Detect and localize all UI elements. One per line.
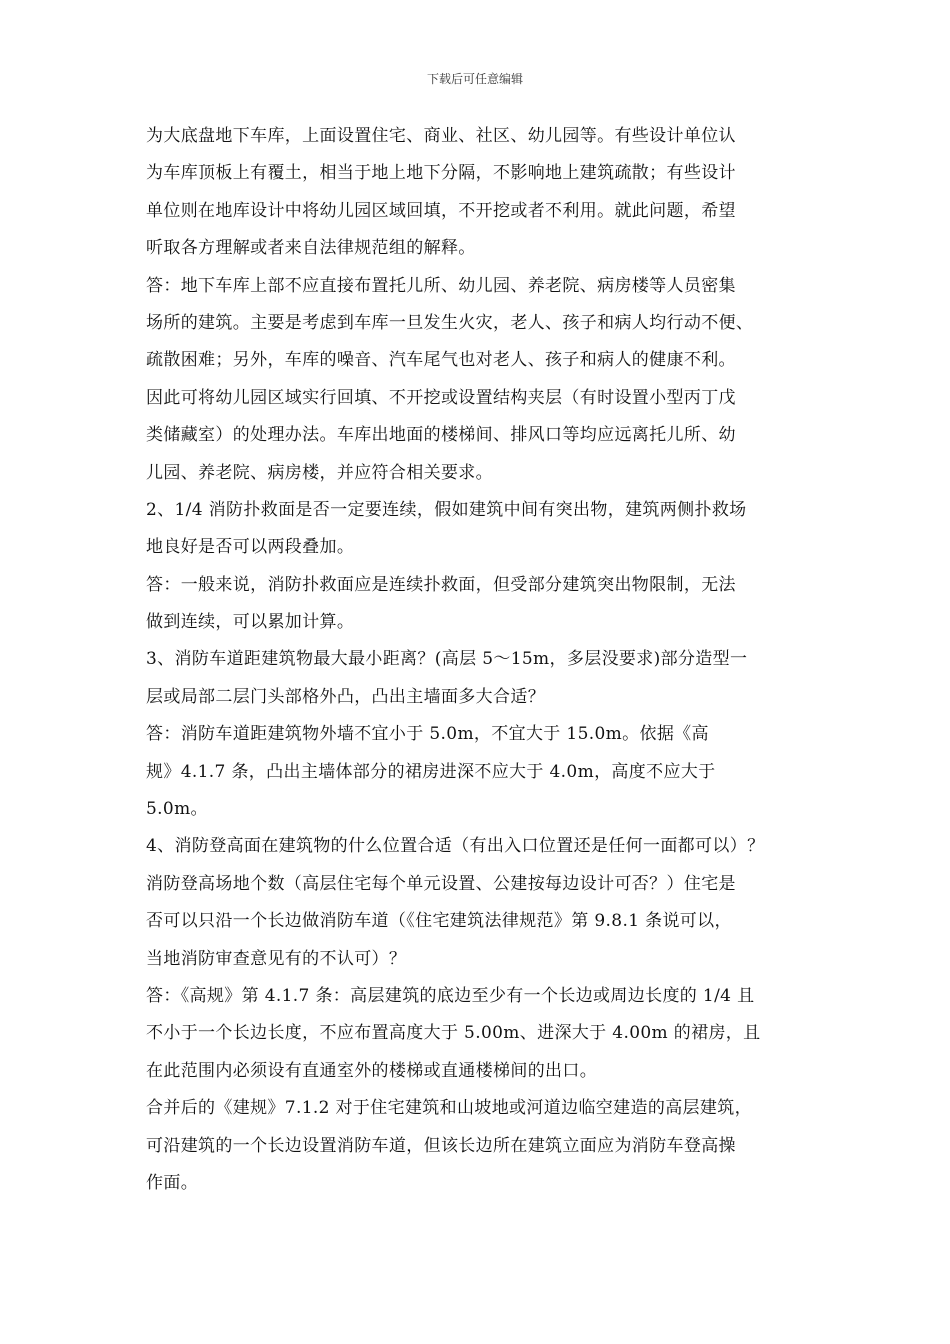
text-line: 单位则在地库设计中将幼儿园区域回填，不开挖或者不利用。就此问题，希望 xyxy=(146,200,736,221)
text-line: 作面。 xyxy=(146,1172,199,1193)
text-line: 为大底盘地下车库，上面设置住宅、商业、社区、幼儿园等。有些设计单位认 xyxy=(146,126,736,146)
text-line: 当地消防审查意见有的不认可）？ xyxy=(146,948,407,969)
text-line: 地良好是否可以两段叠加。 xyxy=(146,537,355,558)
text-line: 答：一般来说，消防扑救面应是连续扑救面，但受部分建筑突出物限制，无法 xyxy=(146,574,736,595)
text-line: 因此可将幼儿园区域实行回填、不开挖或设置结构夹层（有时设置小型丙丁戊 xyxy=(146,387,736,408)
text-line: 规》4.1.7 条，凸出主墙体部分的裙房进深不应大于 4.0m，高度不应大于 xyxy=(146,761,716,782)
text-line: 3、消防车道距建筑物最大最小距离？(高层 5～15m，多层没要求)部分造型一 xyxy=(146,649,748,670)
text-line: 儿园、养老院、病房楼，并应符合相关要求。 xyxy=(146,462,493,483)
text-line: 4、消防登高面在建筑物的什么位置合适（有出入口位置还是任何一面都可以）？ xyxy=(146,836,765,857)
text-line: 可沿建筑的一个长边设置消防车道，但该长边所在建筑立面应为消防车登高操 xyxy=(146,1135,736,1156)
page-header: 下载后可任意编辑 xyxy=(426,72,523,86)
text-line: 听取各方理解或者来自法律规范组的解释。 xyxy=(146,238,476,259)
text-line: 类储藏室）的处理办法。车库出地面的楼梯间、排风口等均应远离托儿所、幼 xyxy=(146,425,736,446)
text-line: 做到连续，可以累加计算。 xyxy=(146,612,355,633)
text-line: 场所的建筑。主要是考虑到车库一旦发生火灾，老人、孩子和病人均行动不便、 xyxy=(146,312,754,333)
text-line: 答：地下车库上部不应直接布置托儿所、幼儿园、养老院、病房楼等人员密集 xyxy=(146,275,736,296)
text-line: 疏散困难；另外，车库的噪音、汽车尾气也对老人、孩子和病人的健康不利。 xyxy=(146,350,736,371)
text-line: 答：消防车道距建筑物外墙不宜小于 5.0m，不宜大于 15.0m。依据《高 xyxy=(146,724,709,745)
text-line: 答：《高规》第 4.1.7 条：高层建筑的底边至少有一个长边或周边长度的 1/4 且 xyxy=(146,985,755,1006)
text-line: 合并后的《建规》7.1.2 对于住宅建筑和山坡地或河道边临空建造的高层建筑， xyxy=(146,1098,752,1119)
document-body xyxy=(146,118,846,1202)
text-line: 在此范围内必须设有直通室外的楼梯或直通楼梯间的出口。 xyxy=(146,1060,598,1081)
text-line: 否可以只沿一个长边做消防车道（《住宅建筑法律规范》第 9.8.1 条说可以， xyxy=(146,911,732,932)
text-line: 2、1/4 消防扑救面是否一定要连续，假如建筑中间有突出物，建筑两侧扑救场 xyxy=(146,499,747,520)
text-line: 5.0m。 xyxy=(146,799,208,820)
text-line: 不小于一个长边长度，不应布置高度大于 5.00m、进深大于 4.00m 的裙房，且 xyxy=(146,1023,761,1044)
text-line: 消防登高场地个数（高层住宅每个单元设置、公建按每边设计可否？）住宅是 xyxy=(146,873,736,894)
text-line: 为车库顶板上有覆土，相当于地上地下分隔，不影响地上建筑疏散；有些设计 xyxy=(146,163,736,184)
text-line: 层或局部二层门头部格外凸，凸出主墙面多大合适？ xyxy=(146,686,546,707)
